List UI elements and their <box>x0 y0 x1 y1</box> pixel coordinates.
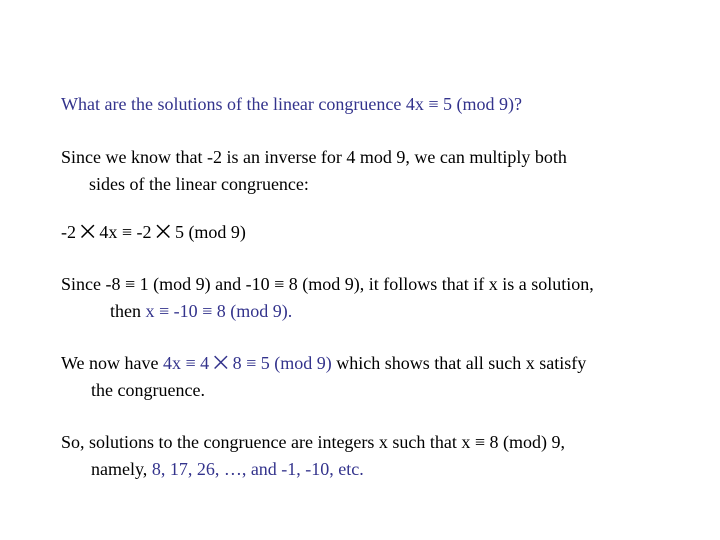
verify-prefix: We now have <box>61 353 164 373</box>
conclusion-line-1: So, solutions to the congruence are integers x such that x ≡ 8 (mod) 9, <box>61 432 566 452</box>
solution-paragraph <box>61 271 701 325</box>
question-text <box>61 91 701 118</box>
verify-highlight: 4x ≡ 4 ⨉ 8 ≡ 5 (mod 9) <box>163 353 332 373</box>
inverse-paragraph <box>61 144 701 198</box>
solution-line-2 <box>61 298 701 325</box>
solution-line-1: Since -8 ≡ 1 (mod 9) and -10 ≡ 8 (mod 9), it follows that if x is a solution, <box>61 274 594 294</box>
conclusion-highlight: 8, 17, 26, …, and -1, -10, etc. <box>151 459 364 479</box>
conclusion-paragraph <box>61 429 701 483</box>
verify-suffix: which shows that all such x satisfy <box>331 353 587 373</box>
verify-paragraph <box>61 350 701 404</box>
equation-line: -2 ⨉ 4x ≡ -2 ⨉ 5 (mod 9) <box>61 222 246 242</box>
conclusion-prefix: namely, <box>91 459 152 479</box>
conclusion-line-2 <box>61 456 701 483</box>
solution-prefix: then <box>110 301 146 321</box>
solution-highlight: x ≡ -10 ≡ 8 (mod 9). <box>145 301 293 321</box>
multiply-equation <box>61 219 701 246</box>
verify-line-2: the congruence. <box>91 380 205 400</box>
verify-line-1 <box>61 350 701 377</box>
question-line: What are the solutions of the linear congruence 4x ≡ 5 (mod 9)? <box>61 94 522 114</box>
inverse-line-1: Since we know that -2 is an inverse for 4 mod 9, we can multiply both <box>61 147 567 167</box>
inverse-line-2: sides of the linear congruence: <box>89 174 309 194</box>
